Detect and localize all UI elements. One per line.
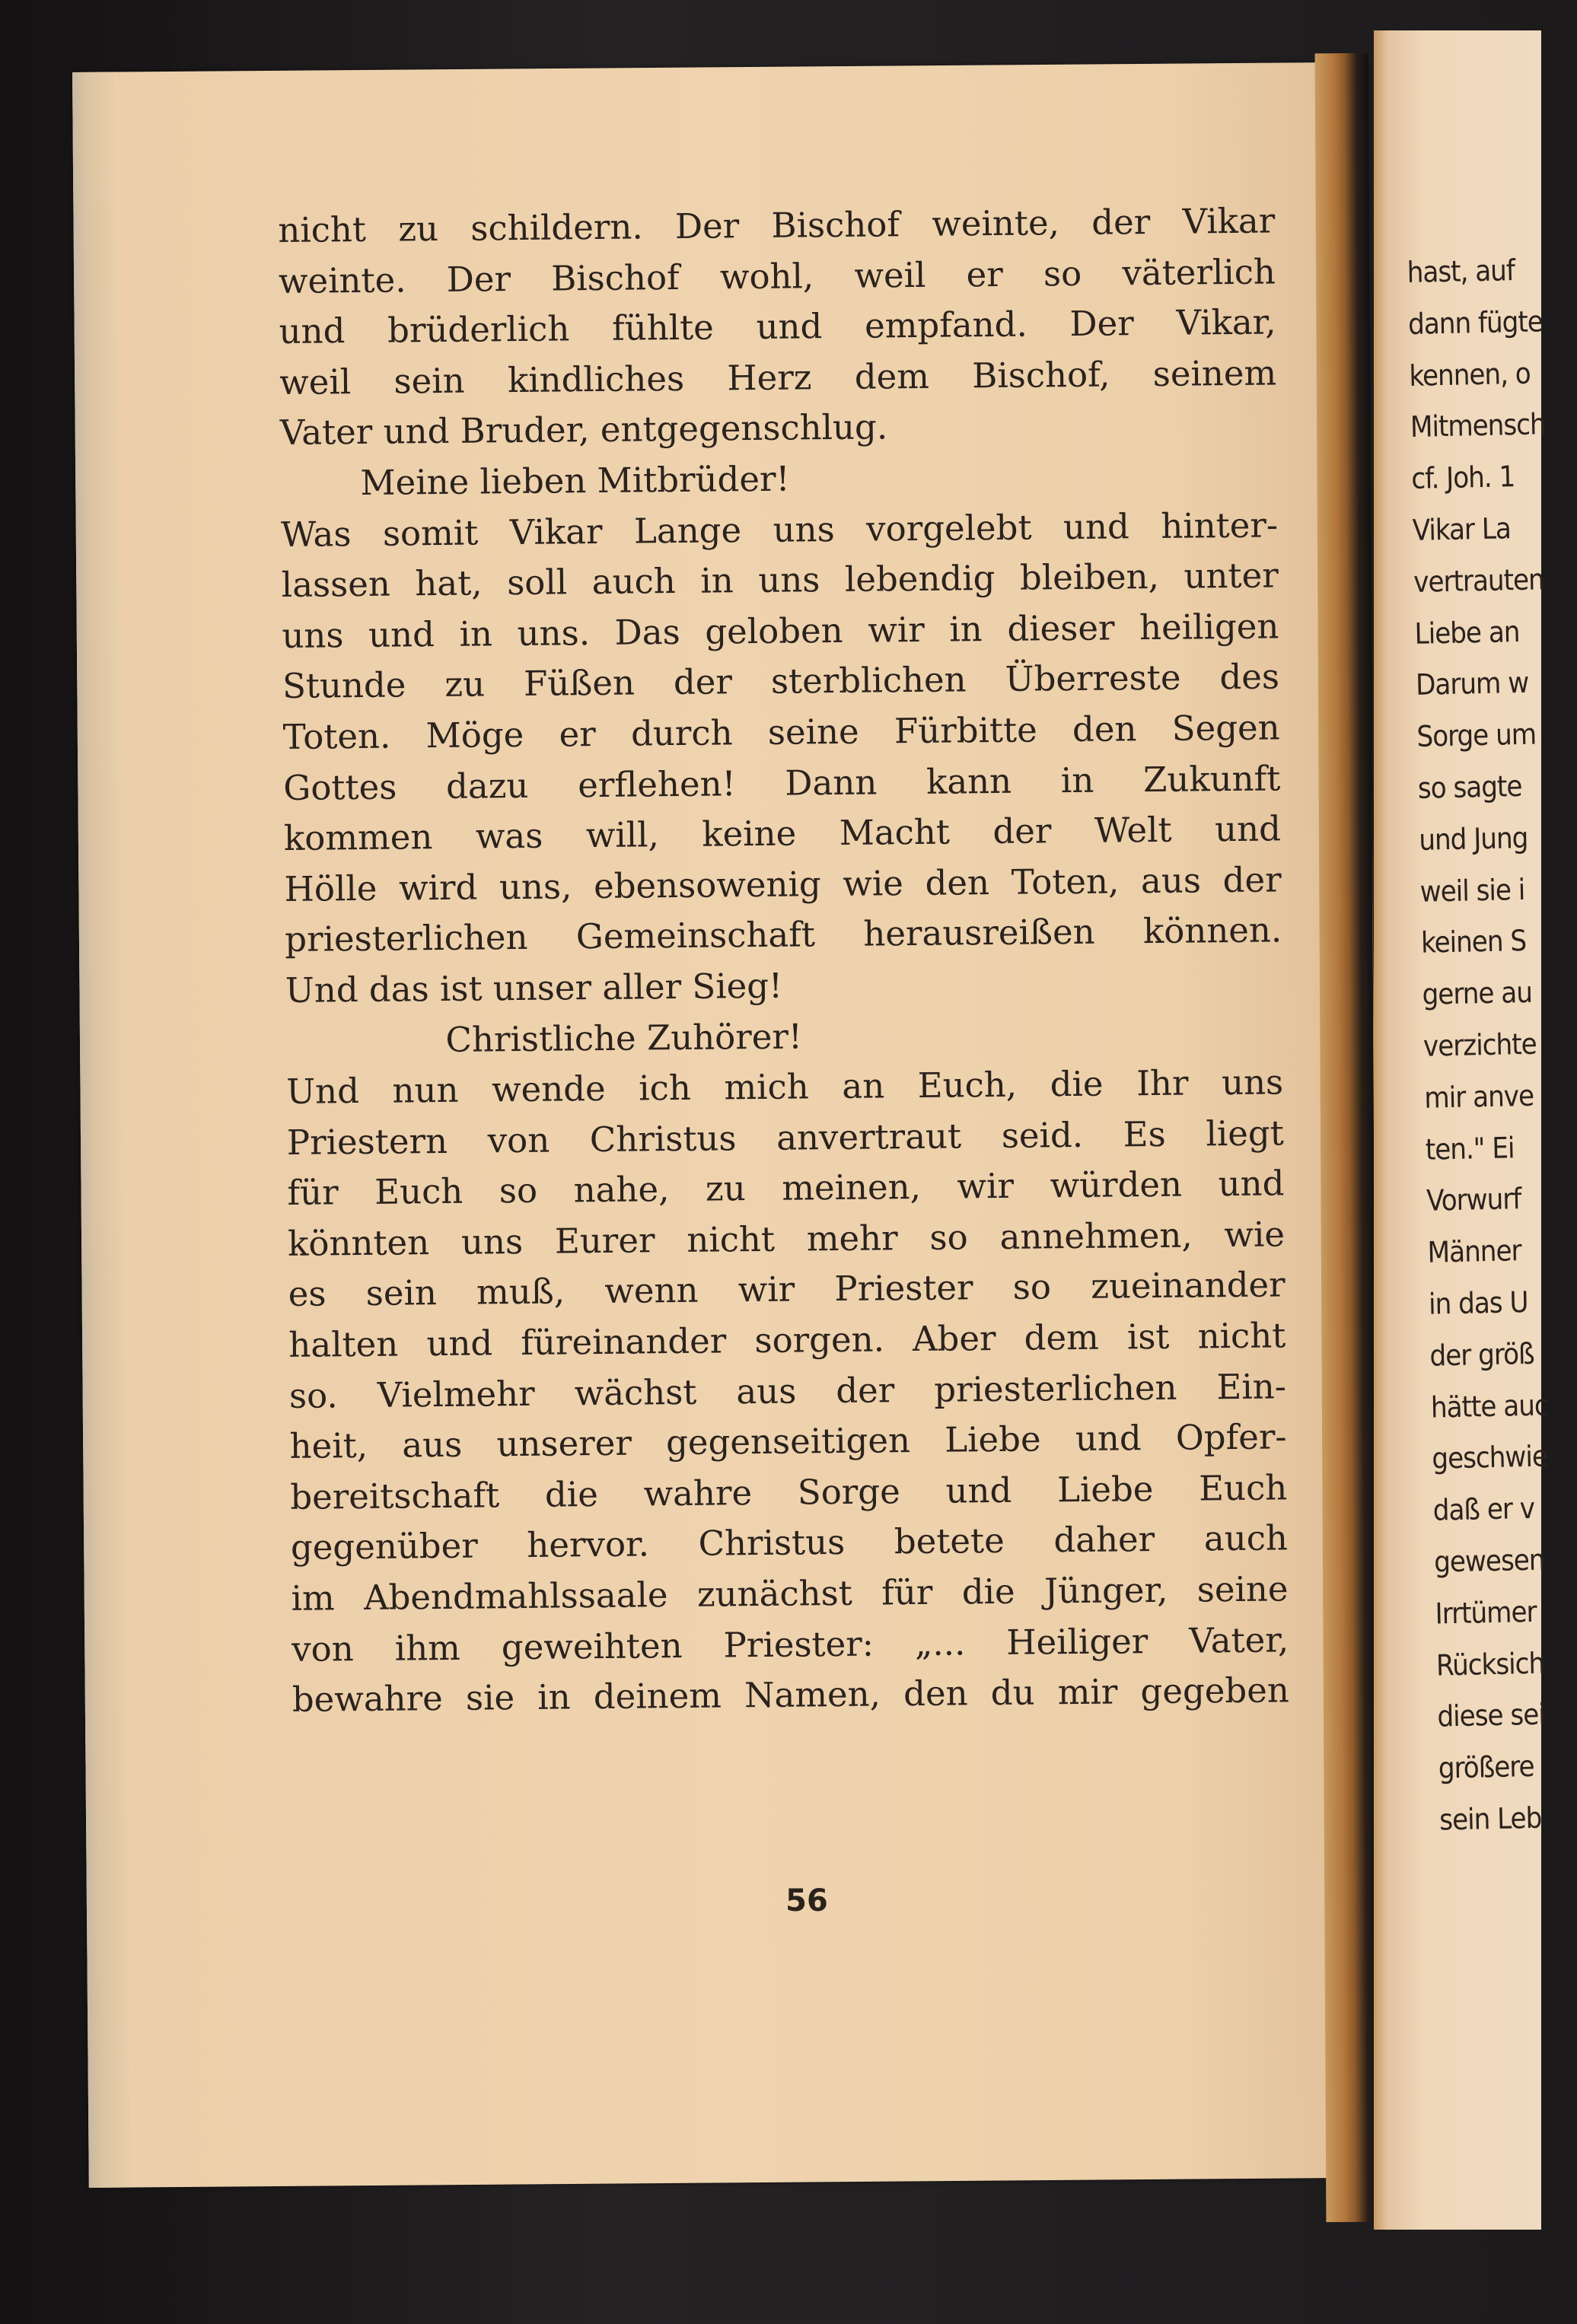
text-line: der größ [1429,1336,1534,1373]
text-line: ten." Ei [1425,1130,1515,1167]
salutation-heading: Christliche Zuhörer! [445,1015,803,1060]
text-line: Toten. Möge er durch seine Fürbitte den Segen [282,707,1280,757]
text-line: lassen hat, soll auch in uns lebendig bleiben, unter [281,555,1279,606]
text-line: weinte. Der Bischof wohl, weil er so väterlich [278,251,1276,301]
text-line: heit, aus unserer gegenseitigen Liebe und Opfer- [289,1416,1287,1467]
text-line: größere [1438,1749,1534,1785]
text-line: gewesen [1433,1542,1545,1579]
text-line: und Jung [1418,820,1528,857]
text-line: Liebe an [1414,614,1520,651]
left-page-edge [72,72,135,2188]
text-line: Mitmensch [1410,407,1547,444]
text-line: keinen S [1420,924,1527,960]
text-line: bereitschaft die wahre Sorge und Liebe Euch [290,1467,1288,1517]
text-line: für Euch so nahe, zu meinen, wir würden und [287,1163,1285,1214]
text-line: Männer [1427,1234,1521,1269]
text-line: Gottes dazu erflehen! Dann kann in Zukunft [283,757,1281,808]
text-line: gegenüber hervor. Christus betete daher auch [290,1517,1289,1568]
text-line: uns und in uns. Das geloben wir in dieser heiligen [282,606,1279,656]
text-line: hätte auc [1430,1387,1549,1425]
book-gutter [1315,53,1380,2222]
text-line: und brüderlich fühlte und empfand. Der Vikar, [279,301,1276,352]
text-line: Was somit Vikar Lange uns vorgelebt und hinter- [280,504,1279,555]
text-line: Hölle wird uns, ebensowenig wie den Toten, aus der [284,859,1282,909]
text-line: Vater und Bruder, entgegenschlug. [279,406,888,454]
text-line: Rücksich [1435,1646,1545,1683]
text-line: daß er v [1432,1491,1535,1527]
text-line: im Abendmahlssaale zunächst für die Jünger, seine [291,1568,1289,1619]
text-line: Darum w [1415,666,1529,702]
text-line: geschwie [1431,1439,1548,1476]
text-line: Und das ist unser aller Sieg! [285,965,783,1011]
text-line: dann fügte [1407,304,1544,341]
text-line: weil sein kindliches Herz dem Bischof, seinem [279,352,1277,403]
text-line: mir anve [1423,1078,1534,1115]
text-line: hast, auf [1407,253,1515,289]
text-line: Irrtümer [1435,1594,1537,1631]
left-page-text [278,196,1289,1725]
text-line: sein Leb [1438,1800,1542,1837]
text-line: nicht zu schildern. Der Bischof weinte, der Vikar [278,200,1276,250]
text-line: Stunde zu Füßen der sterblichen Überreste des [282,656,1280,707]
text-line: gerne au [1422,975,1533,1011]
text-line: Priestern von Christus anvertraut seid. Es liegt [286,1113,1285,1163]
text-line: von ihm geweihten Priester: „... Heiliger Vater, [291,1619,1289,1670]
text-line: vertrauten [1413,562,1545,599]
text-line: Vorwurf [1426,1182,1521,1218]
text-line: so sagte [1417,769,1522,805]
text-line: verzichte [1422,1027,1537,1063]
text-line: priesterlichen Gemeinschaft herausreißen können. [285,909,1282,960]
text-line: in das U [1428,1285,1528,1321]
text-line: Sorge um [1416,717,1537,754]
text-line: weil sie i [1419,872,1525,909]
text-line: cf. Joh. 1 [1410,460,1515,496]
text-line: so. Vielmehr wächst aus der priesterlichen Ein- [288,1366,1287,1416]
salutation-heading: Meine lieben Mitbrüder! [360,458,790,503]
text-line: es sein muß, wenn wir Priester so zueinander [288,1264,1285,1315]
text-line: halten und füreinander sorgen. Aber dem ist nicht [288,1315,1286,1365]
text-line: kommen was will, keine Macht der Welt und [283,808,1282,859]
text-line: könnten uns Eurer nicht mehr so annehmen, wie [287,1214,1285,1264]
text-line: Und nun wende ich mich an Euch, die Ihr uns [285,1062,1284,1113]
text-line: diese sei [1436,1697,1546,1733]
text-line: kennen, o [1409,356,1531,393]
page-number: 56 [785,1883,828,1918]
text-line: bewahre sie in deinem Namen, den du mir gegeben [292,1670,1290,1721]
text-line: Vikar La [1412,511,1512,547]
